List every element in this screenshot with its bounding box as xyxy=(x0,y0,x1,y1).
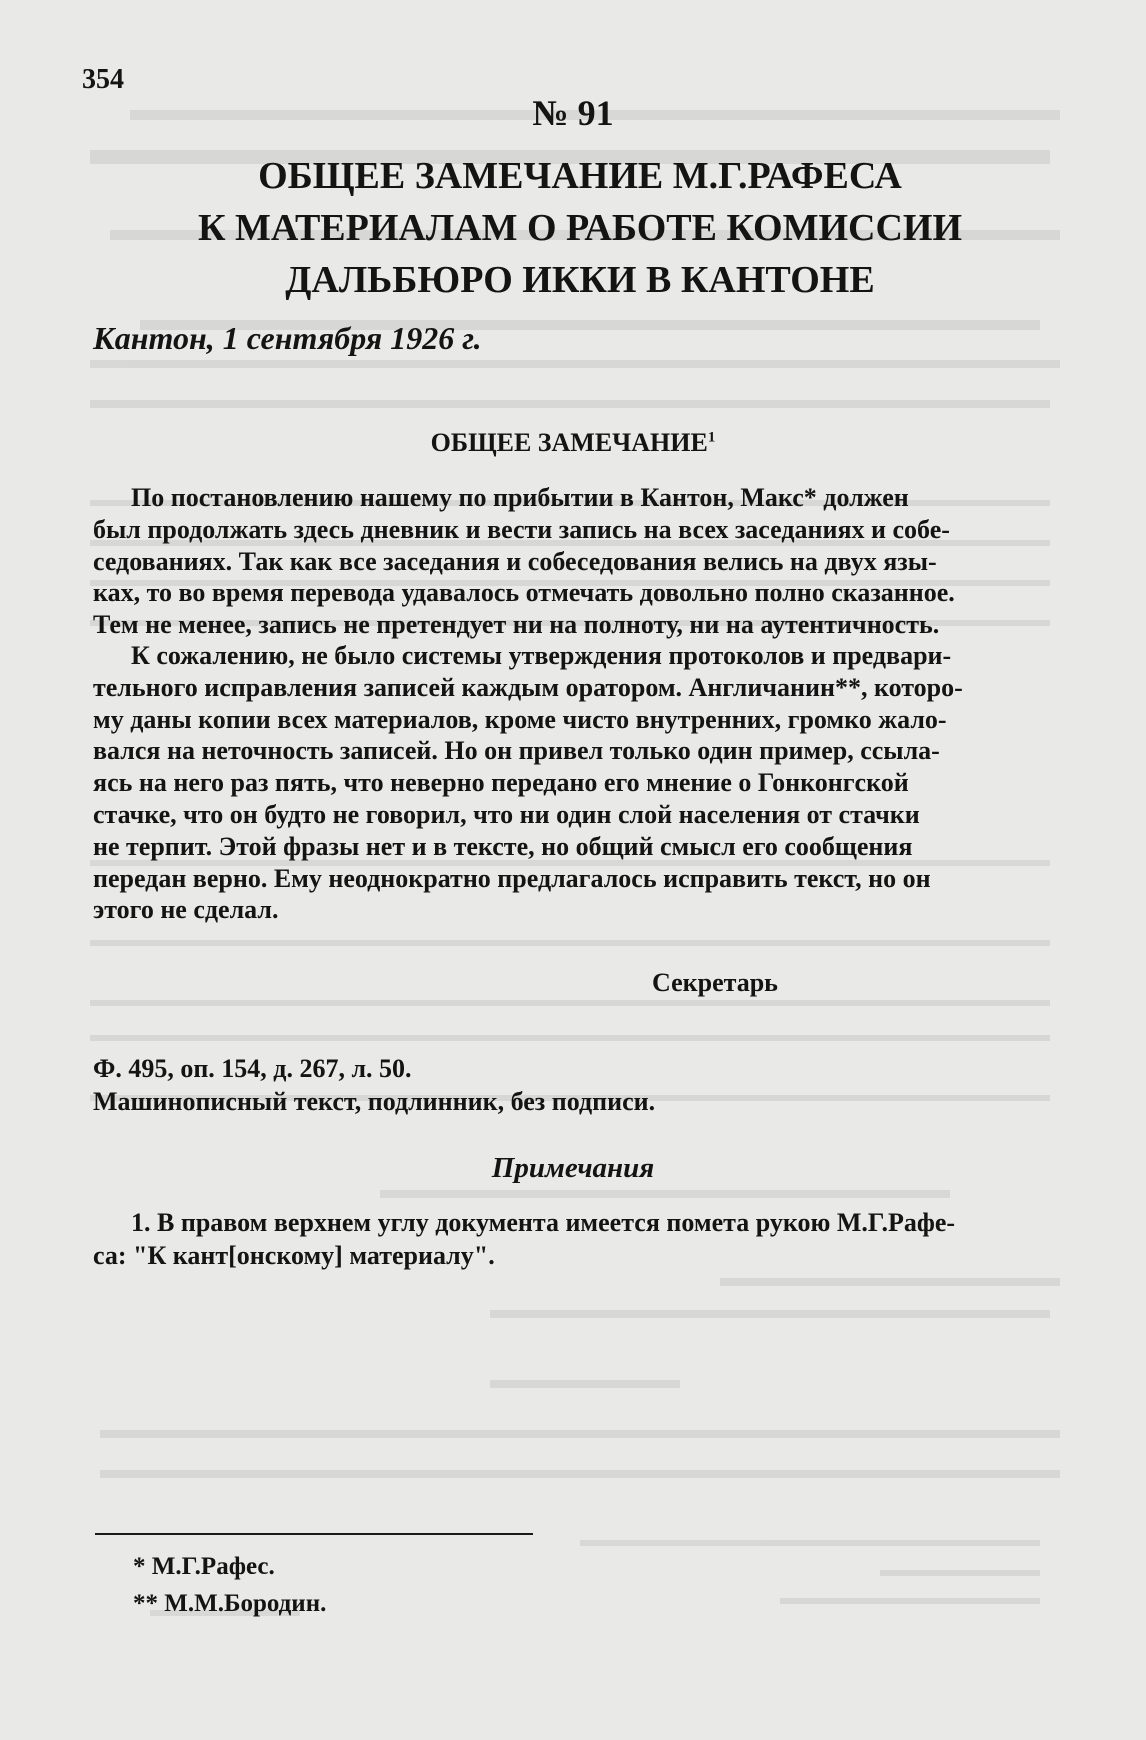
note-line: 1. В правом верхнем углу документа имеется помета рукою М.Г.Рафе- xyxy=(131,1208,956,1237)
text-line: передан верно. Ему неоднократно предлагалось исправить текст, но он xyxy=(93,863,931,893)
section-heading-note-ref: 1 xyxy=(707,429,716,446)
archive-line: Машинописный текст, подлинник, без подписи. xyxy=(93,1087,656,1116)
archive-reference xyxy=(93,1052,655,1118)
document-title xyxy=(140,150,1020,306)
title-line: ОБЩЕЕ ЗАМЕЧАНИЕ М.Г.РАФЕСА xyxy=(258,155,902,197)
text-line: вался на неточность записей. Но он привел только один пример, ссыла- xyxy=(93,736,940,766)
note-1 xyxy=(93,1206,955,1272)
text-line: тельного исправления записей каждым оратором. Англичанин**, которо- xyxy=(93,672,963,702)
text-line: ясь на него раз пять, что неверно передано его мнение о Гонконгской xyxy=(93,768,909,798)
text-line: К сожалению, не было системы утверждения протоколов и предвари- xyxy=(131,641,952,670)
title-line: ДАЛЬБЮРО ИККИ В КАНТОНЕ xyxy=(285,259,875,301)
text-line: Тем не менее, запись не претендует ни на полноту, ни на аутентичность. xyxy=(93,610,940,640)
document-number: № 91 xyxy=(532,93,614,133)
paragraph-1 xyxy=(93,482,1075,641)
text-line: не терпит. Этой фразы нет и в тексте, но общий смысл его сообщения xyxy=(93,831,913,861)
text-line: стачке, что он будто не говорил, что ни один слой населения от стачки xyxy=(93,799,920,829)
text-line: был продолжать здесь дневник и вести запись на всех заседаниях и собе- xyxy=(93,514,950,544)
text-line: По постановлению нашему по прибытии в Кантон, Макс* должен xyxy=(131,483,909,512)
text-line: ках, то во время перевода удавалось отмечать довольно полно сказанное. xyxy=(93,578,955,608)
footnote: * М.Г.Рафес. xyxy=(133,1553,275,1580)
footnote: ** М.М.Бородин. xyxy=(133,1590,327,1617)
section-heading xyxy=(0,428,1146,458)
page-number: 354 xyxy=(82,64,124,95)
archive-line: Ф. 495, оп. 154, д. 267, л. 50. xyxy=(93,1054,412,1083)
text-line: седованиях. Так как все заседания и собеседования велись на двух язы- xyxy=(93,546,937,576)
footnotes xyxy=(133,1548,326,1622)
title-line: К МАТЕРИАЛАМ О РАБОТЕ КОМИССИИ xyxy=(197,207,963,249)
note-line: са: "К кант[онскому] материалу". xyxy=(93,1241,495,1270)
signature: Секретарь xyxy=(652,968,778,997)
text-line: му даны копии всех материалов, кроме чисто внутренних, громко жало- xyxy=(93,704,947,734)
notes-heading: Примечания xyxy=(491,1152,655,1184)
footnote-divider xyxy=(95,1533,533,1535)
text-line: этого не сделал. xyxy=(93,895,279,925)
paragraph-2 xyxy=(93,640,1075,926)
place-and-date: Кантон, 1 сентября 1926 г. xyxy=(93,320,482,356)
section-heading-text: ОБЩЕЕ ЗАМЕЧАНИЕ xyxy=(430,428,708,457)
